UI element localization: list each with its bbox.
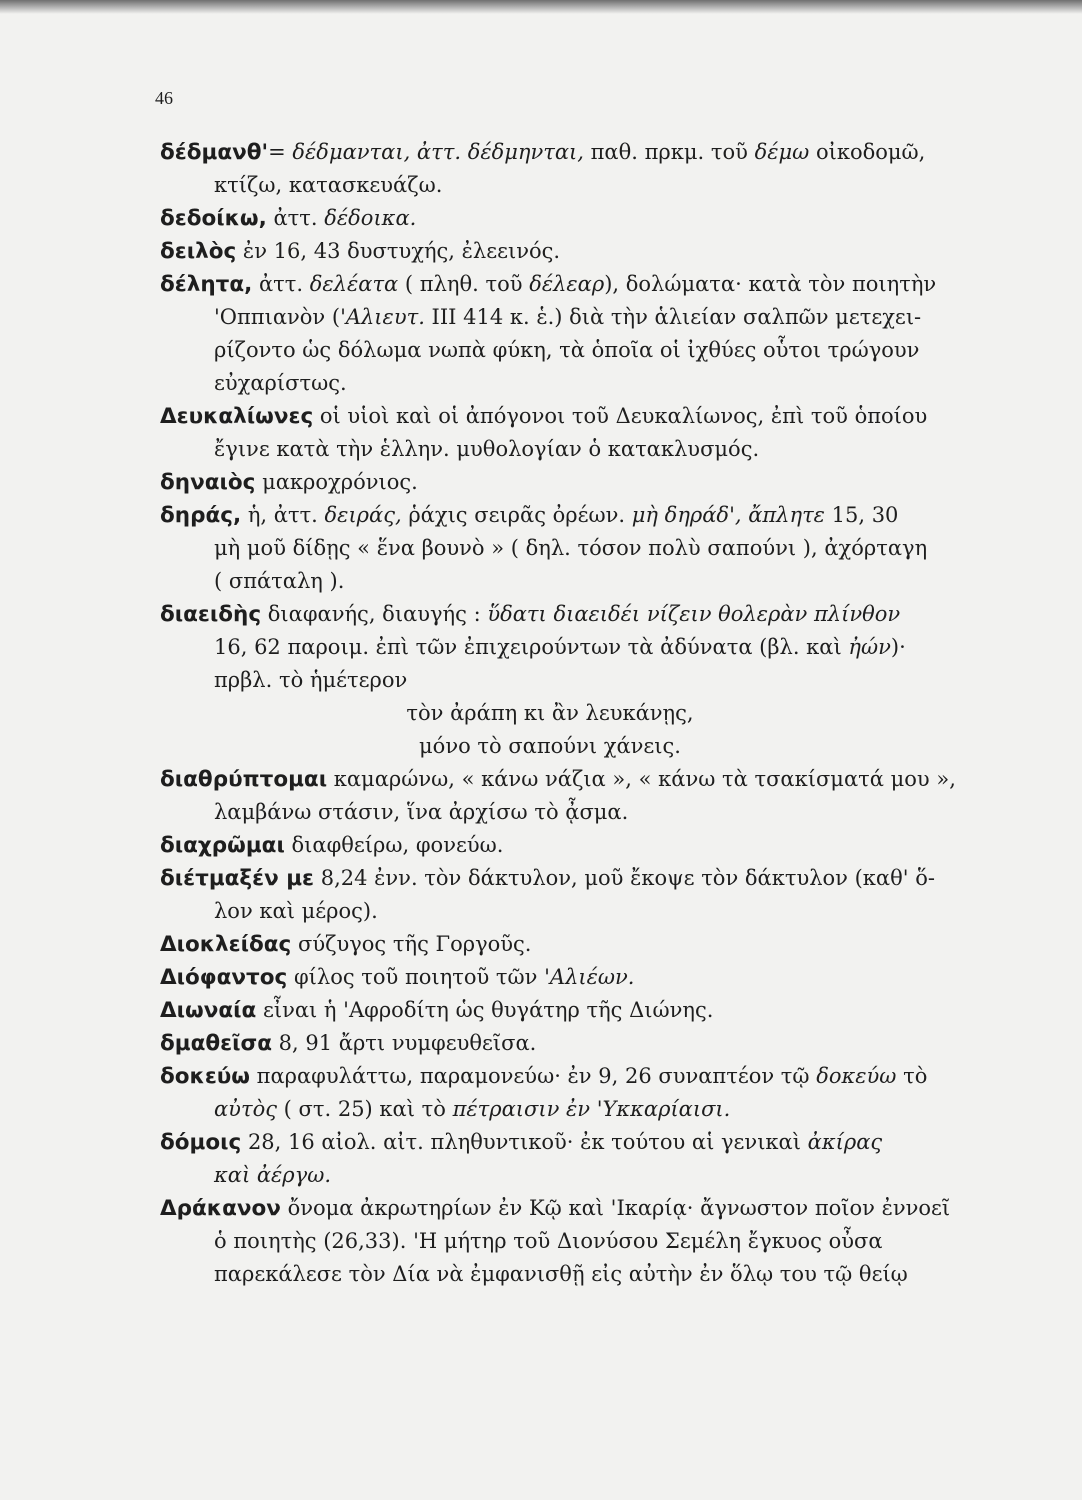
glossary-entry: δόμοις 28, 16 αἰολ. αἰτ. πληθυντικοῦ· ἐκ τούτου αἱ γενικαὶ ἀκίρας καὶ ἀέργω. [160, 1130, 883, 1187]
headword: διαχρῶμαι [160, 833, 285, 858]
glossary-entry: δηναιὸς μακροχρόνιος. [160, 470, 418, 495]
glossary-entry: δοκεύω παραφυλάττω, παραμονεύω· ἐν 9, 26 συναπτέον τῷ δοκεύω τὸ αὐτὸς ( στ. 25) καὶ τὸ πέτραισιν ἐν 'Υκκαρίαισι. [160, 1064, 928, 1121]
glossary-entry: δέδμανθ'= δέδμανται, ἀττ. δέδμηνται, παθ. πρκμ. τοῦ δέμω οἰκοδομῶ, κτίζω, κατασκευάζω. [160, 140, 926, 197]
headword: διαθρύπτομαι [160, 767, 328, 792]
glossary-entry: Δευκαλίωνες οἱ υἱοὶ καὶ οἱ ἀπόγονοι τοῦ Δευκαλίωνος, ἐπὶ τοῦ ὁποίου ἔγινε κατὰ τὴν ἑλλην. μυθολογίαν ὁ κατακλυσμός. [160, 404, 928, 461]
headword: διαειδὴς [160, 602, 262, 627]
headword: Διόφαντος [160, 965, 288, 990]
page-top-edge [0, 0, 1082, 14]
headword: δειλὸς [160, 239, 237, 264]
glossary-entry: διαειδὴς διαφανής, διαυγής : ὕδατι διαειδέι νίζειν θολερὰν πλίνθον 16, 62 παροιμ. ἐπὶ τῶν ἐπιχειρούντων τὰ ἀδύνατα (βλ. καὶ ἠών)· πρβλ. τὸ ἡμέτερον [160, 602, 906, 692]
glossary-entry: Διόφαντος φίλος τοῦ ποιητοῦ τῶν 'Αλιέων. [160, 965, 635, 990]
glossary-entry: δηράς, ἡ, ἀττ. δειράς, ῥάχις σειρᾶς ὀρέων. μὴ δηράδ', ἄπλητε 15, 30 μὴ μοῦ δίδῃς « ἕνα βουνὸ » ( δηλ. τόσον πολὺ σαπούνι ), ἀχόρταγη ( σπάταλη ). [160, 503, 928, 593]
glossary-entry: διέτμαξέν με 8,24 ἐνν. τὸν δάκτυλον, μοῦ ἔκοψε τὸν δάκτυλον (καθ' ὅ- λον καὶ μέρος). [160, 866, 935, 923]
glossary-entry: δειλὸς ἐν 16, 43 δυστυχής, ἐλεεινός. [160, 239, 561, 264]
headword: δέλητα, [160, 272, 253, 297]
headword: Διωναία [160, 998, 257, 1023]
headword: διέτμαξέν με [160, 866, 315, 891]
page-number: 46 [155, 88, 173, 108]
glossary-entry: διαχρῶμαι διαφθείρω, φονεύω. [160, 833, 504, 858]
glossary-text [160, 136, 990, 1291]
glossary-entry: Δράκανον ὄνομα ἀκρωτηρίων ἐν Κῷ καὶ 'Ικαρίᾳ· ἄγνωστον ποῖον ἐννοεῖ ὁ ποιητὴς (26,33). 'Η μήτηρ τοῦ Διονύσου Σεμέλη ἔγκυος οὖσα παρεκάλεσε τὸν Δία νὰ ἐμφανισθῇ εἰς αὐτὴν ἐν ὅλῳ του τῷ θείῳ [160, 1196, 951, 1286]
glossary-entry: δμαθεῖσα 8, 91 ἄρτι νυμφευθεῖσα. [160, 1031, 537, 1056]
quoted-verse: τὸν ἀράπη κι ἂν λευκάνῃς, μόνο τὸ σαπούνι χάνεις. [406, 701, 694, 758]
headword: δόμοις [160, 1130, 242, 1155]
glossary-entry: Διωναία εἶναι ἡ 'Αφροδίτη ὡς θυγάτηρ τῆς Διώνης. [160, 998, 714, 1023]
headword: Δράκανον [160, 1196, 281, 1221]
glossary-entry: διαθρύπτομαι καμαρώνω, « κάνω νάζια », « κάνω τὰ τσακίσματά μου », λαμβάνω στάσιν, ἵνα ἀρχίσω τὸ ᾆσμα. [160, 767, 956, 824]
headword: δοκεύω [160, 1064, 250, 1089]
headword: δμαθεῖσα [160, 1031, 272, 1056]
headword: δεδοίκω, [160, 206, 267, 231]
headword: δηράς, [160, 503, 242, 528]
glossary-entry: δέλητα, ἀττ. δελέατα ( πληθ. τοῦ δέλεαρ), δολώματα· κατὰ τὸν ποιητὴν 'Οππιανὸν ('Αλιευτ. III 414 κ. ἑ.) διὰ τὴν ἁλιείαν σαλπῶν μετεχει- ρίζοντο ὡς δόλωμα νωπὰ φύκη, τὰ ὁποῖα οἱ ἰχθύες οὗτοι τρώγουν εὐχαρίστως. [160, 272, 937, 395]
headword: δέδμανθ' [160, 140, 269, 165]
glossary-entry: Διοκλείδας σύζυγος τῆς Γοργοῦς. [160, 932, 532, 957]
headword: Διοκλείδας [160, 932, 292, 957]
headword: Δευκαλίωνες [160, 404, 314, 429]
glossary-entry: δεδοίκω, ἀττ. δέδοικα. [160, 206, 417, 231]
headword: δηναιὸς [160, 470, 256, 495]
